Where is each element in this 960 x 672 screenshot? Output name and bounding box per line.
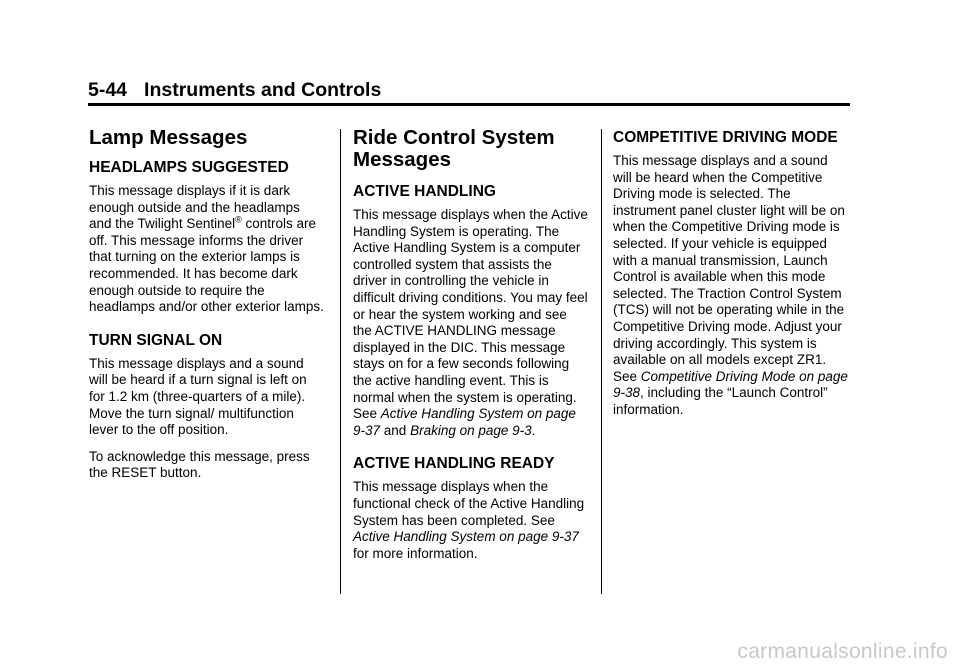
paragraph-active-handling <box>353 207 589 439</box>
column-lamp-messages <box>89 127 325 492</box>
link-braking[interactable]: Braking on page 9-3 <box>410 422 532 438</box>
footer-watermark: carmanualsonline.info <box>737 640 948 663</box>
headlamps-text-a: This message displays if it is dark enough outside and the headlamps and the Twilight Sentinel <box>89 183 300 232</box>
paragraph-competitive-driving-mode <box>613 153 849 419</box>
heading-turn-signal-on: TURN SIGNAL ON <box>89 331 223 349</box>
headlamps-text-b: controls are off. This message informs the driver that turning on the exterior lamps is recommended. It has become dark enough outside to require the headlamps and/or other exterior lamps. <box>89 216 324 315</box>
heading-competitive-driving-mode: COMPETITIVE DRIVING MODE <box>613 129 838 146</box>
header-section-title: Instruments and Controls <box>144 79 382 101</box>
link-active-handling-system[interactable]: Active Handling System on page 9-37 <box>353 406 576 438</box>
heading-active-handling-ready: ACTIVE HANDLING READY <box>353 455 555 473</box>
page-number: 5-44 <box>88 79 128 101</box>
paragraph-acknowledge-message: To acknowledge this message, press the RESET button. <box>89 448 310 481</box>
active-handling-ready-end: for more information. <box>353 545 478 561</box>
active-handling-text: This message displays when the Active Handling System is operating. The Active Handling System is a computer controlled system that assists the driver in controlling the vehicle in difficult driving conditions. You may feel or hear the system working and see the ACTIVE HANDLING message displayed in the DIC. This message stays on for a few seconds following the active handling event. This is normal when the system is operating. See <box>353 207 588 422</box>
column-divider-2 <box>601 129 602 594</box>
paragraph-turn-signal-on: This message displays and a sound will be heard if a turn signal is left on for 1.2 km (three-quarters of a mile). Move the turn signal/ multifunction lever to the off position. <box>89 355 307 438</box>
paragraph-active-handling-ready <box>353 479 589 562</box>
column-competitive-driving <box>613 127 849 429</box>
active-handling-conj: and <box>380 422 411 438</box>
competitive-end: , including the “Launch Control” information. <box>613 385 828 417</box>
competitive-text: This message displays and a sound will be heard when the Competitive Driving mode is selected. The instrument panel cluster light will be on when the Competitive Driving mode is selected. If your vehicle is equipped with a manual transmission, Launch Control is available when this mode selected. The Traction Control System (TCS) will not be operating while in the Competitive Driving mode. Adjust your driving accordingly. This system is available on all models except ZR1. See <box>613 153 845 384</box>
paragraph-headlamps-suggested <box>89 183 325 316</box>
section-title-lamp-messages: Lamp Messages <box>89 126 248 149</box>
active-handling-end: . <box>531 422 536 438</box>
link-active-handling-system-2[interactable]: Active Handling System on page 9-37 <box>353 529 579 545</box>
column-divider-1 <box>340 129 341 594</box>
column-ride-control <box>353 127 589 572</box>
link-competitive-driving-mode[interactable]: Competitive Driving Mode on page 9-38 <box>613 368 848 401</box>
section-title-ride-control: Ride Control System Messages <box>353 126 555 171</box>
header-rule <box>88 103 850 106</box>
registered-mark: ® <box>235 214 242 225</box>
page-header <box>88 79 381 102</box>
active-handling-ready-text: This message displays when the functional check of the Active Handling System has been completed. See <box>353 479 585 528</box>
heading-active-handling: ACTIVE HANDLING <box>353 183 496 200</box>
heading-headlamps-suggested: HEADLAMPS SUGGESTED <box>89 159 289 176</box>
